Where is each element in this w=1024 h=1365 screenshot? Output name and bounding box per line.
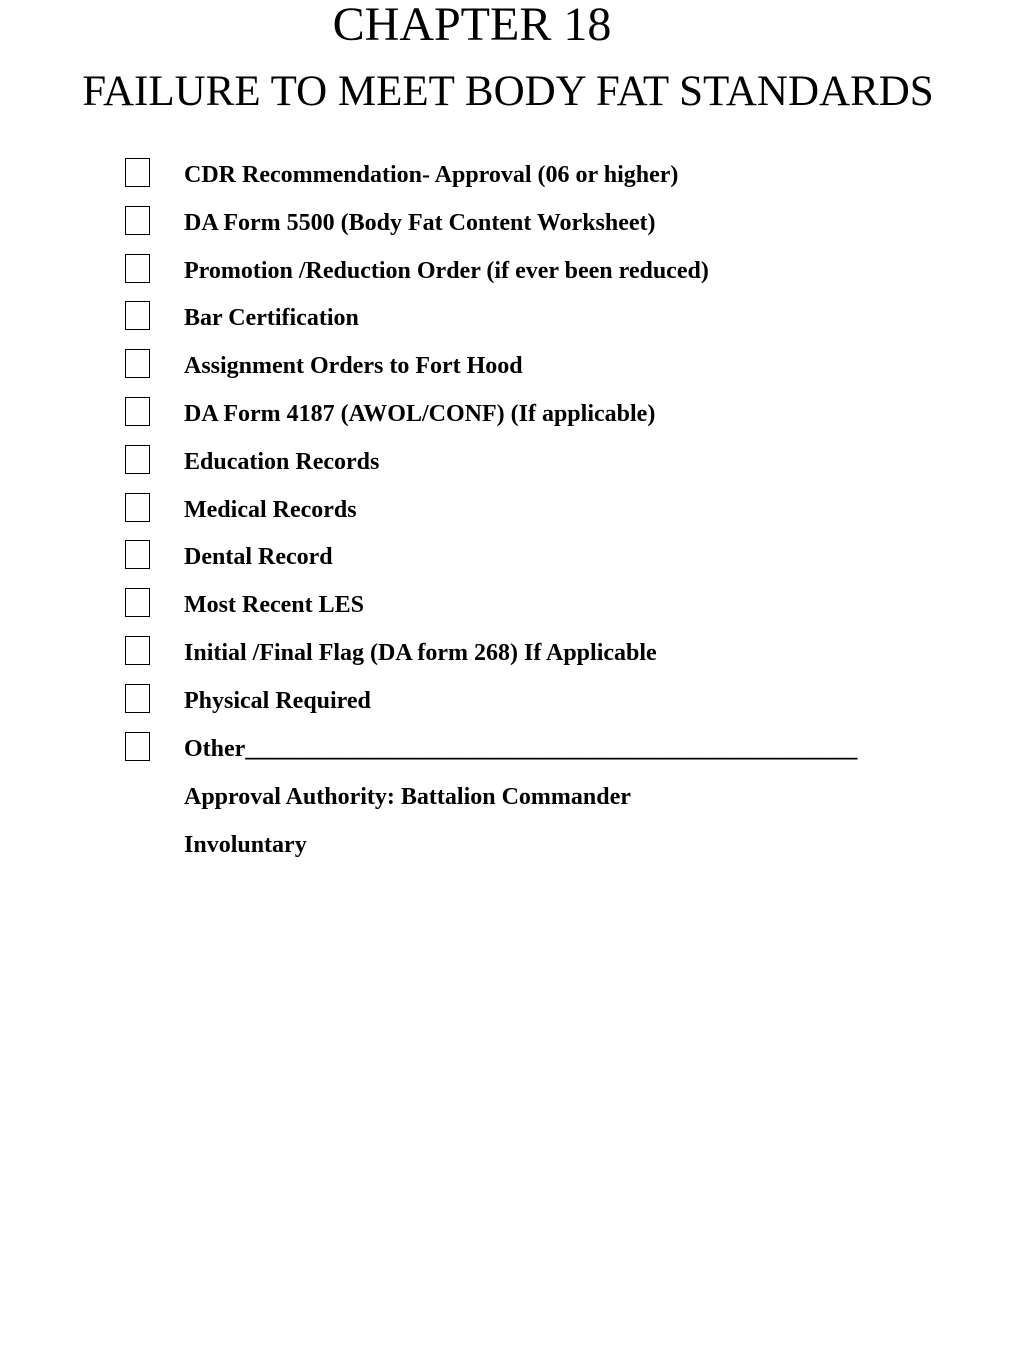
checklist-item bbox=[0, 389, 1024, 437]
checklist-item bbox=[0, 150, 1024, 198]
checkbox[interactable] bbox=[125, 206, 150, 235]
checkbox[interactable] bbox=[125, 493, 150, 522]
checklist-item bbox=[0, 341, 1024, 389]
checklist-item-label: Other___________________________________________________ bbox=[184, 735, 858, 762]
checkbox[interactable] bbox=[125, 636, 150, 665]
checklist-item-label: DA Form 4187 (AWOL/CONF) (If applicable) bbox=[184, 400, 656, 427]
page-title: CHAPTER 18 bbox=[332, 0, 612, 51]
checklist-item-other bbox=[0, 724, 1024, 772]
checkbox[interactable] bbox=[125, 158, 150, 187]
checklist-item-label: CDR Recommendation- Approval (06 or higher) bbox=[184, 162, 679, 188]
checkbox[interactable] bbox=[125, 540, 150, 569]
checklist-item-label: Physical Required bbox=[184, 687, 371, 714]
checkbox[interactable] bbox=[125, 349, 150, 378]
checkbox[interactable] bbox=[125, 254, 150, 283]
checklist-item-label: Initial /Final Flag (DA form 268) If Applicable bbox=[184, 639, 657, 666]
checklist-item-label: Medical Records bbox=[184, 496, 357, 523]
checklist-item bbox=[0, 485, 1024, 533]
checklist-item bbox=[0, 437, 1024, 485]
checkbox[interactable] bbox=[125, 732, 150, 761]
checkbox[interactable] bbox=[125, 397, 150, 426]
checkbox[interactable] bbox=[125, 588, 150, 617]
checkbox[interactable] bbox=[125, 445, 150, 474]
checklist-item-label: Promotion /Reduction Order (if ever been reduced) bbox=[184, 257, 709, 284]
checklist-item-label: Assignment Orders to Fort Hood bbox=[184, 353, 523, 380]
checklist-item bbox=[0, 628, 1024, 676]
checklist-item-label: Bar Certification bbox=[184, 305, 359, 332]
checkbox[interactable] bbox=[125, 301, 150, 330]
checklist-item-label: Most Recent LES bbox=[184, 592, 364, 619]
checklist bbox=[0, 150, 1024, 771]
page-subtitle: FAILURE TO MEET BODY FAT STANDARDS bbox=[82, 68, 934, 115]
checklist-item bbox=[0, 246, 1024, 294]
checklist-item bbox=[0, 532, 1024, 580]
checkbox[interactable] bbox=[125, 684, 150, 713]
checklist-item bbox=[0, 293, 1024, 341]
separation-type: Involuntary bbox=[184, 832, 307, 858]
checklist-item bbox=[0, 676, 1024, 724]
checklist-item-label: Education Records bbox=[184, 448, 380, 475]
checklist-item-label: Dental Record bbox=[184, 544, 333, 571]
checklist-item-label: DA Form 5500 (Body Fat Content Worksheet) bbox=[184, 209, 656, 236]
approval-authority: Approval Authority: Battalion Commander bbox=[184, 784, 631, 810]
checklist-item bbox=[0, 198, 1024, 246]
checklist-item bbox=[0, 580, 1024, 628]
